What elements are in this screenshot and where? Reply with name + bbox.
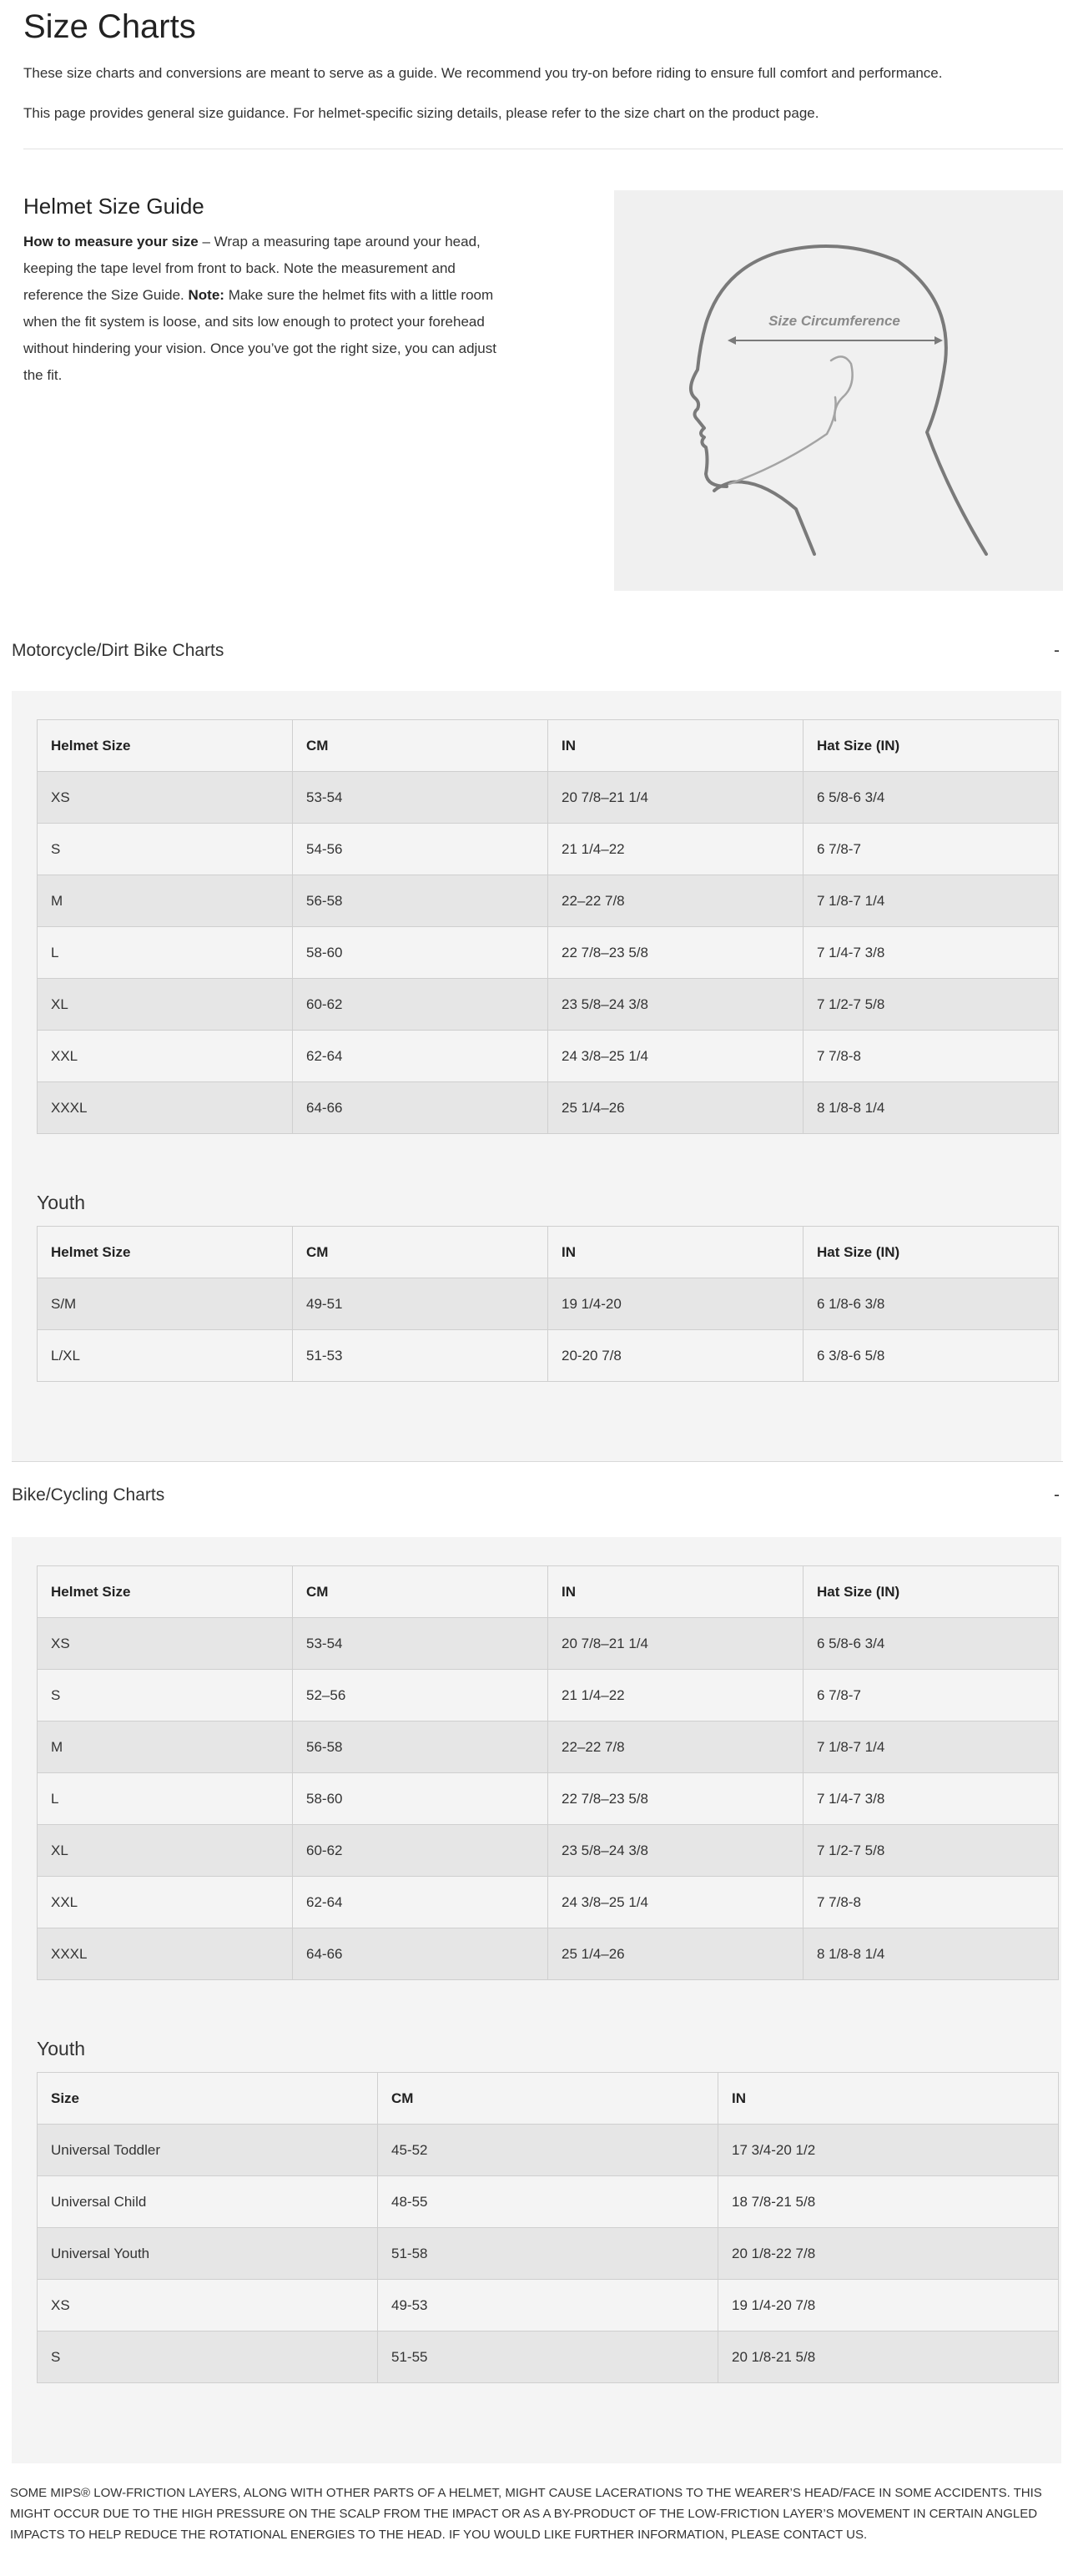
table-cell: 21 1/4–22 <box>548 1670 804 1722</box>
column-header: Helmet Size <box>38 720 293 772</box>
table-cell: 6 1/8-6 3/8 <box>804 1278 1059 1330</box>
bike-size-table <box>37 1565 1059 1980</box>
table-cell: M <box>38 875 293 927</box>
table-cell: 7 7/8-8 <box>804 1031 1059 1082</box>
table-cell: 20 1/8-22 7/8 <box>718 2228 1059 2280</box>
youth-section-title: Youth <box>37 1192 85 1213</box>
table-cell: 24 3/8–25 1/4 <box>548 1031 804 1082</box>
table-cell: XXXL <box>38 1082 293 1134</box>
head-circumference-diagram <box>614 190 1063 591</box>
table-row <box>38 1722 1059 1773</box>
table-cell: 56-58 <box>293 875 548 927</box>
table-cell: S <box>38 824 293 875</box>
table-cell: 54-56 <box>293 824 548 875</box>
motorcycle-youth-size-table <box>37 1226 1059 1382</box>
table-cell: 7 1/8-7 1/4 <box>804 1722 1059 1773</box>
table-cell: 20 7/8–21 1/4 <box>548 772 804 824</box>
table-cell: 20 7/8–21 1/4 <box>548 1618 804 1670</box>
table-header-row <box>38 2073 1059 2125</box>
table-cell: 62-64 <box>293 1031 548 1082</box>
table-cell: 7 1/4-7 3/8 <box>804 927 1059 979</box>
table-cell: L/XL <box>38 1330 293 1382</box>
table-cell: 19 1/4-20 7/8 <box>718 2280 1059 2332</box>
helmet-size-guide-text <box>23 229 516 389</box>
table-row <box>38 1928 1059 1980</box>
table-cell: 64-66 <box>293 1928 548 1980</box>
table-cell: 23 5/8–24 3/8 <box>548 979 804 1031</box>
table-cell: 51-55 <box>378 2332 718 2383</box>
table-cell: 22–22 7/8 <box>548 875 804 927</box>
accordion-bike-title: Bike/Cycling Charts <box>12 1485 165 1505</box>
table-cell: 56-58 <box>293 1722 548 1773</box>
table-cell: Universal Toddler <box>38 2125 378 2176</box>
table-cell: 17 3/4-20 1/2 <box>718 2125 1059 2176</box>
collapse-toggle-icon[interactable]: - <box>1054 641 1060 660</box>
page-title: Size Charts <box>23 8 196 45</box>
intro-guidance-text: This page provides general size guidance. For helmet-specific sizing details, please refer to the size chart on the product page. <box>23 105 819 121</box>
table-cell: 22–22 7/8 <box>548 1722 804 1773</box>
table-cell: 52–56 <box>293 1670 548 1722</box>
table-cell: 25 1/4–26 <box>548 1928 804 1980</box>
table-cell: 7 1/2-7 5/8 <box>804 1825 1059 1877</box>
column-header: CM <box>293 1566 548 1618</box>
table-row <box>38 979 1059 1031</box>
table-cell: 24 3/8–25 1/4 <box>548 1877 804 1928</box>
table-cell: 18 7/8-21 5/8 <box>718 2176 1059 2228</box>
table-cell: 60-62 <box>293 1825 548 1877</box>
table-cell: 7 1/4-7 3/8 <box>804 1773 1059 1825</box>
table-row <box>38 875 1059 927</box>
table-cell: 21 1/4–22 <box>548 824 804 875</box>
table-cell: 20 1/8-21 5/8 <box>718 2332 1059 2383</box>
table-cell: 48-55 <box>378 2176 718 2228</box>
table-row <box>38 1031 1059 1082</box>
table-cell: 6 5/8-6 3/4 <box>804 1618 1059 1670</box>
table-cell: 22 7/8–23 5/8 <box>548 1773 804 1825</box>
table-cell: 49-53 <box>378 2280 718 2332</box>
youth-section-title: Youth <box>37 2038 85 2059</box>
column-header: Hat Size (IN) <box>804 720 1059 772</box>
bike-charts-panel <box>12 1537 1061 2463</box>
bike-youth-size-table <box>37 2072 1059 2383</box>
table-cell: XXXL <box>38 1928 293 1980</box>
table-row <box>38 1278 1059 1330</box>
table-cell: 8 1/8-8 1/4 <box>804 1928 1059 1980</box>
table-cell: S <box>38 1670 293 1722</box>
table-row <box>38 2228 1059 2280</box>
table-cell: M <box>38 1722 293 1773</box>
table-cell: 6 7/8-7 <box>804 1670 1059 1722</box>
column-header: IN <box>718 2073 1059 2125</box>
table-cell: 53-54 <box>293 1618 548 1670</box>
table-cell: XS <box>38 2280 378 2332</box>
table-header-row <box>38 1566 1059 1618</box>
table-cell: XXL <box>38 1031 293 1082</box>
table-header-row <box>38 720 1059 772</box>
column-header: CM <box>378 2073 718 2125</box>
table-cell: 23 5/8–24 3/8 <box>548 1825 804 1877</box>
table-cell: XXL <box>38 1877 293 1928</box>
table-cell: 25 1/4–26 <box>548 1082 804 1134</box>
note-text: Make sure the helmet fits with a little room when the fit system is loose, and sits low enough to protect your forehead without hindering your vision. Once you’ve got the right size, you can adjust the fit. <box>23 287 496 383</box>
how-to-measure-text: – Wrap a measuring tape around your head, keeping the tape level from front to back. Note the measurement and reference the Size Guide. <box>23 234 481 303</box>
table-row <box>38 1773 1059 1825</box>
table-cell: 51-53 <box>293 1330 548 1382</box>
table-row <box>38 2280 1059 2332</box>
table-row <box>38 1082 1059 1134</box>
table-cell: XL <box>38 1825 293 1877</box>
column-header: Helmet Size <box>38 1566 293 1618</box>
table-cell: 6 7/8-7 <box>804 824 1059 875</box>
column-header: CM <box>293 720 548 772</box>
table-cell: 6 3/8-6 5/8 <box>804 1330 1059 1382</box>
table-cell: 64-66 <box>293 1082 548 1134</box>
motorcycle-size-table <box>37 719 1059 1134</box>
table-row <box>38 2176 1059 2228</box>
intro-text: These size charts and conversions are meant to serve as a guide. We recommend you try-on before riding to ensure full comfort and performance. <box>23 65 943 81</box>
column-header: IN <box>548 720 804 772</box>
helmet-size-guide-title: Helmet Size Guide <box>23 194 204 219</box>
table-cell: 7 1/2-7 5/8 <box>804 979 1059 1031</box>
table-cell: 22 7/8–23 5/8 <box>548 927 804 979</box>
table-row <box>38 2125 1059 2176</box>
table-cell: Universal Youth <box>38 2228 378 2280</box>
column-header: Hat Size (IN) <box>804 1566 1059 1618</box>
accordion-bike-header[interactable] <box>12 1475 1063 1515</box>
column-header: Size <box>38 2073 378 2125</box>
column-header: IN <box>548 1227 804 1278</box>
table-cell: 49-51 <box>293 1278 548 1330</box>
table-cell: XS <box>38 772 293 824</box>
mips-disclaimer: SOME MIPS® LOW-FRICTION LAYERS, ALONG WITH OTHER PARTS OF A HELMET, MIGHT CAUSE LACERATIONS TO THE WEARER’S HEAD/FACE IN SOME ACCIDENTS. THIS MIGHT OCCUR DUE TO THE HIGH PRESSURE ON THE SCALP FROM THE IMPACT OR AS A BY-PRODUCT OF THE LOW-FRICTION LAYER’S MOVEMENT IN CERTAIN ANGLED IMPACTS TO HELP REDUCE THE ROTATIONAL ENERGIES TO THE HEAD. IF YOU WOULD LIKE FURTHER INFORMATION, PLEASE CONTACT US. <box>10 2486 1042 2542</box>
table-cell: 51-58 <box>378 2228 718 2280</box>
table-cell: L <box>38 1773 293 1825</box>
table-row <box>38 927 1059 979</box>
column-header: CM <box>293 1227 548 1278</box>
table-cell: XS <box>38 1618 293 1670</box>
table-cell: 6 5/8-6 3/4 <box>804 772 1059 824</box>
table-row <box>38 2332 1059 2383</box>
table-row <box>38 824 1059 875</box>
table-cell: 8 1/8-8 1/4 <box>804 1082 1059 1134</box>
accordion-motorcycle-header[interactable] <box>12 631 1063 671</box>
table-cell: S <box>38 2332 378 2383</box>
table-cell: 20-20 7/8 <box>548 1330 804 1382</box>
table-cell: 53-54 <box>293 772 548 824</box>
table-cell: 62-64 <box>293 1877 548 1928</box>
section-divider <box>12 1461 1063 1462</box>
table-cell: 19 1/4-20 <box>548 1278 804 1330</box>
table-row <box>38 1330 1059 1382</box>
head-profile-illustration <box>614 190 1063 591</box>
column-header: IN <box>548 1566 804 1618</box>
table-cell: 60-62 <box>293 979 548 1031</box>
table-row <box>38 1670 1059 1722</box>
table-cell: S/M <box>38 1278 293 1330</box>
table-cell: L <box>38 927 293 979</box>
table-row <box>38 772 1059 824</box>
size-circumference-label: Size Circumference <box>768 313 900 329</box>
accordion-motorcycle-title: Motorcycle/Dirt Bike Charts <box>12 641 224 660</box>
table-row <box>38 1825 1059 1877</box>
table-cell: 7 7/8-8 <box>804 1877 1059 1928</box>
column-header: Hat Size (IN) <box>804 1227 1059 1278</box>
motorcycle-charts-panel <box>12 691 1061 1461</box>
table-cell: 58-60 <box>293 927 548 979</box>
table-cell: Universal Child <box>38 2176 378 2228</box>
table-cell: 58-60 <box>293 1773 548 1825</box>
table-row <box>38 1618 1059 1670</box>
collapse-toggle-icon[interactable]: - <box>1054 1485 1060 1505</box>
table-row <box>38 1877 1059 1928</box>
column-header: Helmet Size <box>38 1227 293 1278</box>
how-to-measure-label: How to measure your size <box>23 234 199 250</box>
table-header-row <box>38 1227 1059 1278</box>
table-cell: 7 1/8-7 1/4 <box>804 875 1059 927</box>
table-cell: XL <box>38 979 293 1031</box>
table-cell: 45-52 <box>378 2125 718 2176</box>
note-label: Note: <box>188 287 224 303</box>
